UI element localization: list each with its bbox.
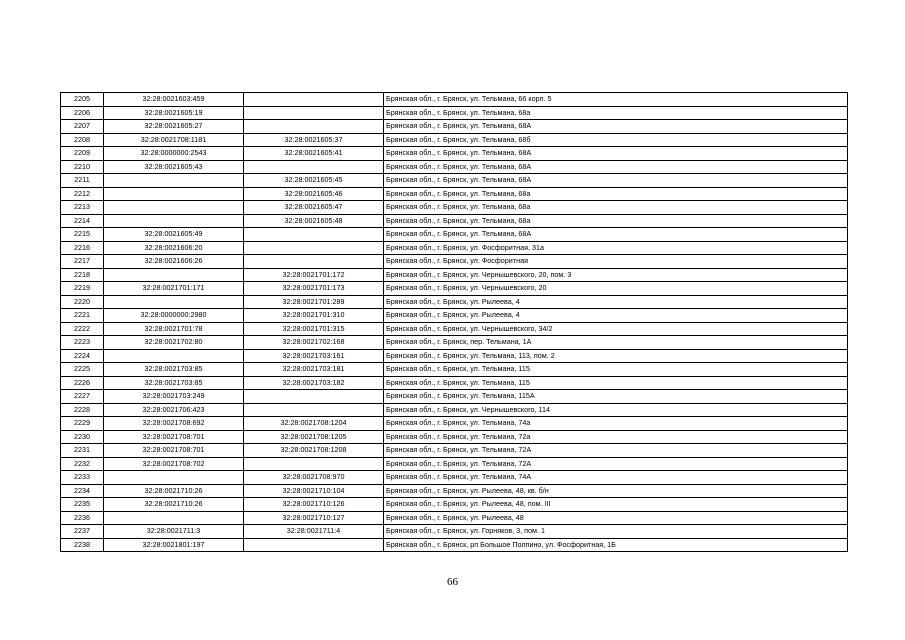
cadastral-number-cell: 32:28:0000000:2543 (104, 147, 244, 161)
cadastral-number-cell: 32:28:0021701:78 (104, 322, 244, 336)
cadastral-number-cell: 32:28:0021606:26 (104, 255, 244, 269)
table-row (61, 363, 848, 377)
address-cell: Брянская обл., г. Брянск, ул. Чернышевского, 34/2 (384, 322, 848, 336)
table-row (61, 403, 848, 417)
table-row (61, 511, 848, 525)
table-row (61, 228, 848, 242)
page-number: 66 (447, 576, 458, 588)
address-cell: Брянская обл., г. Брянск, ул. Рылеева, 48, кв. б/н (384, 484, 848, 498)
row-number-cell: 2213 (61, 201, 104, 215)
cadastral-number-cell (104, 268, 244, 282)
row-number-cell: 2229 (61, 417, 104, 431)
address-cell: Брянская обл., г. Брянск, ул. Тельмана, 68А (384, 147, 848, 161)
table-row (61, 322, 848, 336)
related-cadastral-number-cell (244, 390, 384, 404)
address-cell: Брянская обл., г. Брянск, ул. Тельмана, 68а (384, 214, 848, 228)
related-cadastral-number-cell: 32:28:0021702:168 (244, 336, 384, 350)
related-cadastral-number-cell: 32:28:0021605:47 (244, 201, 384, 215)
cadastral-number-cell: 32:28:0021603:459 (104, 93, 244, 107)
row-number-cell: 2231 (61, 444, 104, 458)
row-number-cell: 2207 (61, 120, 104, 134)
related-cadastral-number-cell: 32:28:0021701:172 (244, 268, 384, 282)
cadastral-number-cell: 32:28:0021708:1181 (104, 133, 244, 147)
table-row (61, 498, 848, 512)
cadastral-number-cell: 32:28:0021706:423 (104, 403, 244, 417)
table-row (61, 390, 848, 404)
row-number-cell: 2225 (61, 363, 104, 377)
cadastral-number-cell (104, 187, 244, 201)
table-row (61, 376, 848, 390)
row-number-cell: 2205 (61, 93, 104, 107)
table-row (61, 214, 848, 228)
address-cell: Брянская обл., г. Брянск, ул. Чернышевского, 20, пом. 3 (384, 268, 848, 282)
related-cadastral-number-cell: 32:28:0021710:127 (244, 511, 384, 525)
related-cadastral-number-cell: 32:28:0021703:182 (244, 376, 384, 390)
row-number-cell: 2212 (61, 187, 104, 201)
address-cell: Брянская обл., г. Брянск, ул. Тельмана, 68А (384, 228, 848, 242)
row-number-cell: 2211 (61, 174, 104, 188)
cadastral-number-cell: 32:28:0021710:26 (104, 484, 244, 498)
cadastral-table (60, 92, 848, 552)
address-cell: Брянская обл., г. Брянск, ул. Тельмана, 115 (384, 363, 848, 377)
row-number-cell: 2221 (61, 309, 104, 323)
table-body (61, 93, 848, 552)
table-row (61, 336, 848, 350)
address-cell: Брянская обл., г. Брянск, ул. Тельмана, 68а (384, 187, 848, 201)
related-cadastral-number-cell: 32:28:0021708:970 (244, 471, 384, 485)
address-cell: Брянская обл., г. Брянск, рп Большое Полпино, ул. Фосфоритная, 1Б (384, 538, 848, 552)
row-number-cell: 2228 (61, 403, 104, 417)
table-row (61, 106, 848, 120)
related-cadastral-number-cell: 32:28:0021701:310 (244, 309, 384, 323)
cadastral-number-cell: 32:28:0000000:2980 (104, 309, 244, 323)
row-number-cell: 2222 (61, 322, 104, 336)
address-cell: Брянская обл., г. Брянск, ул. Тельмана, 66 корп. 5 (384, 93, 848, 107)
address-cell: Брянская обл., г. Брянск, ул. Чернышевского, 114 (384, 403, 848, 417)
table-row (61, 241, 848, 255)
row-number-cell: 2237 (61, 525, 104, 539)
related-cadastral-number-cell: 32:28:0021708:1204 (244, 417, 384, 431)
address-cell: Брянская обл., г. Брянск, ул. Тельмана, 74а (384, 417, 848, 431)
related-cadastral-number-cell (244, 255, 384, 269)
row-number-cell: 2216 (61, 241, 104, 255)
cadastral-number-cell (104, 511, 244, 525)
row-number-cell: 2206 (61, 106, 104, 120)
cadastral-number-cell: 32:28:0021708:701 (104, 430, 244, 444)
related-cadastral-number-cell: 32:28:0021605:46 (244, 187, 384, 201)
cadastral-number-cell: 32:28:0021605:19 (104, 106, 244, 120)
row-number-cell: 2227 (61, 390, 104, 404)
address-cell: Брянская обл., г. Брянск, ул. Тельмана, 68а (384, 201, 848, 215)
address-cell: Брянская обл., г. Брянск, пер. Тельмана, 1А (384, 336, 848, 350)
cadastral-number-cell: 32:28:0021701:171 (104, 282, 244, 296)
row-number-cell: 2232 (61, 457, 104, 471)
address-cell: Брянская обл., г. Брянск, ул. Тельмана, 68а (384, 106, 848, 120)
address-cell: Брянская обл., г. Брянск, ул. Тельмана, 72А (384, 457, 848, 471)
address-cell: Брянская обл., г. Брянск, ул. Тельмана, 72А (384, 444, 848, 458)
table-row (61, 444, 848, 458)
related-cadastral-number-cell (244, 160, 384, 174)
related-cadastral-number-cell: 32:28:0021708:1205 (244, 430, 384, 444)
row-number-cell: 2218 (61, 268, 104, 282)
table-row (61, 133, 848, 147)
address-cell: Брянская обл., г. Брянск, ул. Рылеева, 48, пом. III (384, 498, 848, 512)
table-row (61, 160, 848, 174)
related-cadastral-number-cell (244, 403, 384, 417)
row-number-cell: 2230 (61, 430, 104, 444)
table-row (61, 282, 848, 296)
cadastral-number-cell: 32:28:0021605:27 (104, 120, 244, 134)
table-row (61, 295, 848, 309)
cadastral-number-cell: 32:28:0021605:49 (104, 228, 244, 242)
cadastral-number-cell (104, 201, 244, 215)
row-number-cell: 2226 (61, 376, 104, 390)
cadastral-number-cell: 32:28:0021708:692 (104, 417, 244, 431)
row-number-cell: 2235 (61, 498, 104, 512)
table-row (61, 471, 848, 485)
row-number-cell: 2223 (61, 336, 104, 350)
table-row (61, 457, 848, 471)
table-row (61, 268, 848, 282)
table-row (61, 120, 848, 134)
related-cadastral-number-cell (244, 538, 384, 552)
address-cell: Брянская обл., г. Брянск, ул. Тельмана, 68А (384, 174, 848, 188)
cadastral-number-cell (104, 214, 244, 228)
related-cadastral-number-cell (244, 106, 384, 120)
related-cadastral-number-cell: 32:28:0021605:45 (244, 174, 384, 188)
related-cadastral-number-cell: 32:28:0021701:173 (244, 282, 384, 296)
related-cadastral-number-cell: 32:28:0021605:37 (244, 133, 384, 147)
address-cell: Брянская обл., г. Брянск, ул. Тельмана, 72а (384, 430, 848, 444)
related-cadastral-number-cell: 32:28:0021710:104 (244, 484, 384, 498)
address-cell: Брянская обл., г. Брянск, ул. Рылеева, 48 (384, 511, 848, 525)
related-cadastral-number-cell: 32:28:0021701:289 (244, 295, 384, 309)
table-row (61, 187, 848, 201)
related-cadastral-number-cell: 32:28:0021701:315 (244, 322, 384, 336)
address-cell: Брянская обл., г. Брянск, ул. Тельмана, 68А (384, 120, 848, 134)
address-cell: Брянская обл., г. Брянск, ул. Тельмана, 68б (384, 133, 848, 147)
cadastral-number-cell: 32:28:0021702:80 (104, 336, 244, 350)
cadastral-number-cell: 32:28:0021710:26 (104, 498, 244, 512)
address-cell: Брянская обл., г. Брянск, ул. Фосфоритная, 31а (384, 241, 848, 255)
cadastral-number-cell: 32:28:0021708:701 (104, 444, 244, 458)
row-number-cell: 2214 (61, 214, 104, 228)
address-cell: Брянская обл., г. Брянск, ул. Фосфоритная (384, 255, 848, 269)
address-cell: Брянская обл., г. Брянск, ул. Горняков, 3, пом. 1 (384, 525, 848, 539)
cadastral-number-cell (104, 349, 244, 363)
related-cadastral-number-cell: 32:28:0021711:4 (244, 525, 384, 539)
table-row (61, 309, 848, 323)
table-row (61, 147, 848, 161)
cadastral-number-cell: 32:28:0021605:43 (104, 160, 244, 174)
row-number-cell: 2219 (61, 282, 104, 296)
cadastral-number-cell: 32:28:0021703:85 (104, 376, 244, 390)
row-number-cell: 2234 (61, 484, 104, 498)
cadastral-number-cell (104, 295, 244, 309)
related-cadastral-number-cell: 32:28:0021710:126 (244, 498, 384, 512)
row-number-cell: 2209 (61, 147, 104, 161)
address-cell: Брянская обл., г. Брянск, ул. Тельмана, 115А (384, 390, 848, 404)
address-cell: Брянская обл., г. Брянск, ул. Чернышевского, 20 (384, 282, 848, 296)
cadastral-number-cell: 32:28:0021711:3 (104, 525, 244, 539)
address-cell: Брянская обл., г. Брянск, ул. Тельмана, 113, пом. 2 (384, 349, 848, 363)
row-number-cell: 2208 (61, 133, 104, 147)
related-cadastral-number-cell: 32:28:0021605:41 (244, 147, 384, 161)
row-number-cell: 2236 (61, 511, 104, 525)
address-cell: Брянская обл., г. Брянск, ул. Тельмана, 74А (384, 471, 848, 485)
row-number-cell: 2238 (61, 538, 104, 552)
related-cadastral-number-cell: 32:28:0021703:161 (244, 349, 384, 363)
table-row (61, 93, 848, 107)
related-cadastral-number-cell (244, 93, 384, 107)
address-cell: Брянская обл., г. Брянск, ул. Рылеева, 4 (384, 309, 848, 323)
address-cell: Брянская обл., г. Брянск, ул. Рылеева, 4 (384, 295, 848, 309)
related-cadastral-number-cell (244, 120, 384, 134)
address-cell: Брянская обл., г. Брянск, ул. Тельмана, 68А (384, 160, 848, 174)
cadastral-number-cell (104, 174, 244, 188)
table-row (61, 538, 848, 552)
table-row (61, 255, 848, 269)
cadastral-number-cell: 32:28:0021703:249 (104, 390, 244, 404)
table-row (61, 201, 848, 215)
row-number-cell: 2217 (61, 255, 104, 269)
cadastral-number-cell: 32:28:0021606:20 (104, 241, 244, 255)
cadastral-number-cell: 32:28:0021708:702 (104, 457, 244, 471)
related-cadastral-number-cell: 32:28:0021605:48 (244, 214, 384, 228)
cadastral-number-cell (104, 471, 244, 485)
related-cadastral-number-cell (244, 228, 384, 242)
row-number-cell: 2224 (61, 349, 104, 363)
table-row (61, 349, 848, 363)
cadastral-number-cell: 32:28:0021801:197 (104, 538, 244, 552)
row-number-cell: 2215 (61, 228, 104, 242)
table-row (61, 417, 848, 431)
related-cadastral-number-cell (244, 457, 384, 471)
address-cell: Брянская обл., г. Брянск, ул. Тельмана, 115 (384, 376, 848, 390)
related-cadastral-number-cell: 32:28:0021708:1208 (244, 444, 384, 458)
related-cadastral-number-cell: 32:28:0021703:181 (244, 363, 384, 377)
table-row (61, 525, 848, 539)
row-number-cell: 2210 (61, 160, 104, 174)
row-number-cell: 2233 (61, 471, 104, 485)
table-row (61, 430, 848, 444)
table-row (61, 174, 848, 188)
cadastral-number-cell: 32:28:0021703:85 (104, 363, 244, 377)
table-row (61, 484, 848, 498)
row-number-cell: 2220 (61, 295, 104, 309)
related-cadastral-number-cell (244, 241, 384, 255)
